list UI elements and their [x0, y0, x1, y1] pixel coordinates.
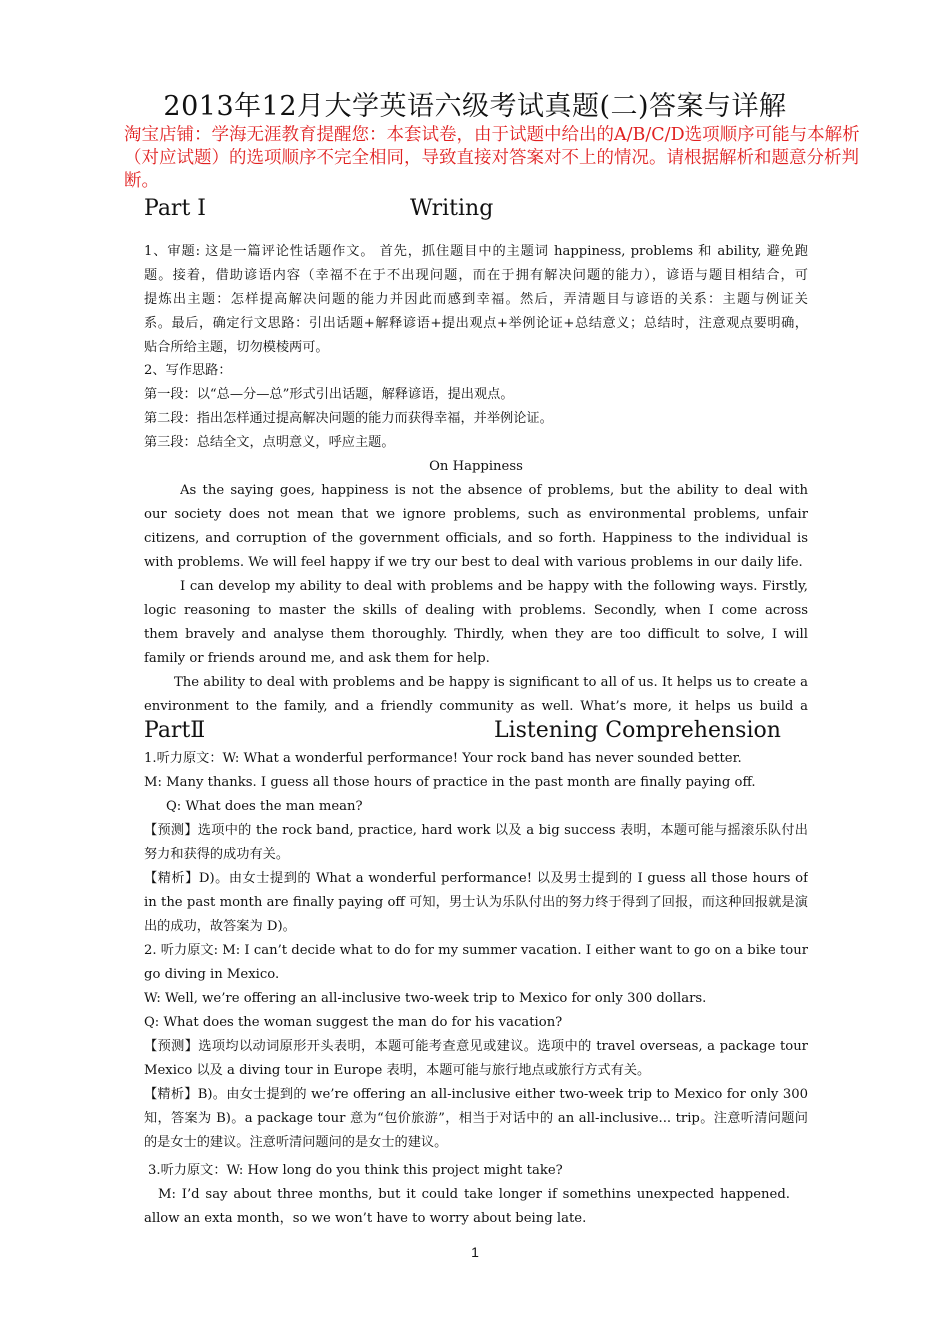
listening-line: Mexico 以及 a diving tour in Europe 表明，本题可能与旅行地点或旅行方式有关。: [144, 1063, 651, 1078]
listening-line: 【精析】B)。由女士提到的 we’re offering an all-inclusive either two-week trip to Mexico for only 300: [144, 1087, 808, 1102]
listening-line: 3.听力原文：W: How long do you think this project might take?: [148, 1163, 563, 1178]
part1-name: Writing: [410, 196, 494, 221]
listening-line: 1.听力原文：W: What a wonderful performance! Your rock band has never sounded better.: [144, 751, 742, 766]
listening-line: 努力和获得的成功有关。: [144, 847, 290, 862]
analysis-line: 题。接着，借助谚语内容（幸福不在于不出现问题，而在于拥有解决问题的能力），谚语与题目相结合，可: [144, 268, 808, 283]
essay-line: citizens, and corruption of the government officials, and so forth. Happiness to the individual is: [144, 531, 808, 546]
listening-line: W: Well, we’re offering an all-inclusive two-week trip to Mexico for only 300 dollars.: [144, 991, 707, 1006]
listening-line: allow an exta month，so we won’t have to worry about being late.: [144, 1211, 587, 1226]
outline-line: 第三段：总结全文，点明意义，呼应主题。: [144, 435, 395, 450]
outline-line: 第二段：指出怎样通过提高解决问题的能力而获得幸福，并举例论证。: [144, 411, 553, 426]
essay-line: them bravely and analyse them thoroughly. Thirdly, when they are too difficult to solve, I will: [144, 627, 808, 642]
essay-title: On Happiness: [429, 459, 523, 474]
essay-line: family or friends around me, and ask them for help.: [144, 651, 490, 666]
outline-line: 第一段：以“总—分—总”形式引出话题，解释谚语，提出观点。: [144, 387, 514, 402]
listening-line: Q: What does the woman suggest the man do for his vacation?: [144, 1015, 563, 1030]
essay-line: our society does not mean that we ignore problems, such as environmental problems, unfair: [144, 507, 808, 522]
listening-line: 的是女士的建议。注意听清问题问的是女士的建议。: [144, 1135, 448, 1150]
listening-line: 【预测】选项中的 the rock band, practice, hard work 以及 a big success 表明，本题可能与摇滚乐队付出: [144, 823, 808, 838]
listening-line: 2. 听力原文: M: I can’t decide what to do for my summer vacation. I either want to go on a bike tour: [144, 943, 808, 958]
essay-line: with problems. We will feel happy if we try our best to deal with various problems in our daily life.: [144, 555, 803, 570]
page-number: 1: [471, 1244, 479, 1260]
part2-label: PartⅡ: [144, 718, 206, 743]
analysis-line: 提炼出主题：怎样提高解决问题的能力并因此而感到幸福。然后，弄清题目与谚语的关系：主题与例证关: [144, 292, 808, 307]
essay-line: The ability to deal with problems and be happy is significant to all of us. It helps us to create a: [174, 675, 808, 690]
essay-line: I can develop my ability to deal with problems and be happy with the following ways. Firstly,: [180, 579, 808, 594]
listening-line: M: I’d say about three months, but it could take longer if somethins unexpected happened.: [158, 1187, 790, 1202]
essay-line: logic reasoning to master the skills of dealing with problems. Secondly, when I come across: [144, 603, 808, 618]
listening-line: 【预测】选项均以动词原形开头表明，本题可能考查意见或建议。选项中的 travel overseas, a package tour: [144, 1039, 808, 1054]
listening-line: 出的成功，故答案为 D)。: [144, 919, 296, 934]
listening-line: go diving in Mexico.: [144, 967, 280, 982]
listening-line: in the past month are finally paying off 可知，男士认为乐队付出的努力终于得到了回报，而这种回报就是演: [144, 895, 808, 910]
analysis-line: 贴合所给主题，切勿模棱两可。: [144, 340, 329, 355]
listening-line: M: Many thanks. I guess all those hours of practice in the past month are finally paying off.: [144, 775, 756, 790]
part2-name: Listening Comprehension: [494, 718, 781, 743]
listening-line: 知，答案为 B)。a package tour 意为“包价旅游”，相当于对话中的 an all-inclusive... trip。注意听清问题问: [144, 1111, 808, 1126]
analysis-line: 1、审题: 这是一篇评论性话题作文。 首先，抓住题目中的主题词 happiness, problems 和 ability, 避免跑: [144, 244, 808, 259]
analysis-line: 系。最后，确定行文思路：引出话题+解释谚语+提出观点+举例论证+总结意义；总结时，注意观点要明确，: [144, 316, 808, 331]
essay-line: environment to the family, and a friendly community as well. What’s more, it helps us build a: [144, 699, 808, 714]
listening-line: 【精析】D)。由女士提到的 What a wonderful performance! 以及男士提到的 I guess all those hours of: [144, 871, 808, 886]
store-notice: 淘宝店铺：学海无涯教育提醒您：本套试卷，由于试题中给出的A/B/C/D选项顺序可能与本解析（对应试题）的选项顺序不完全相同，导致直接对答案对不上的情况。请根据解析和题意分析判断。: [124, 125, 860, 191]
document-title: 2013年12月大学英语六级考试真题(二)答案与详解: [163, 91, 787, 122]
essay-line: As the saying goes, happiness is not the absence of problems, but the ability to deal with: [180, 483, 808, 498]
part1-label: Part Ⅰ: [144, 196, 206, 221]
outline-heading: 2、写作思路：: [144, 363, 232, 378]
listening-line: Q: What does the man mean?: [166, 799, 363, 814]
